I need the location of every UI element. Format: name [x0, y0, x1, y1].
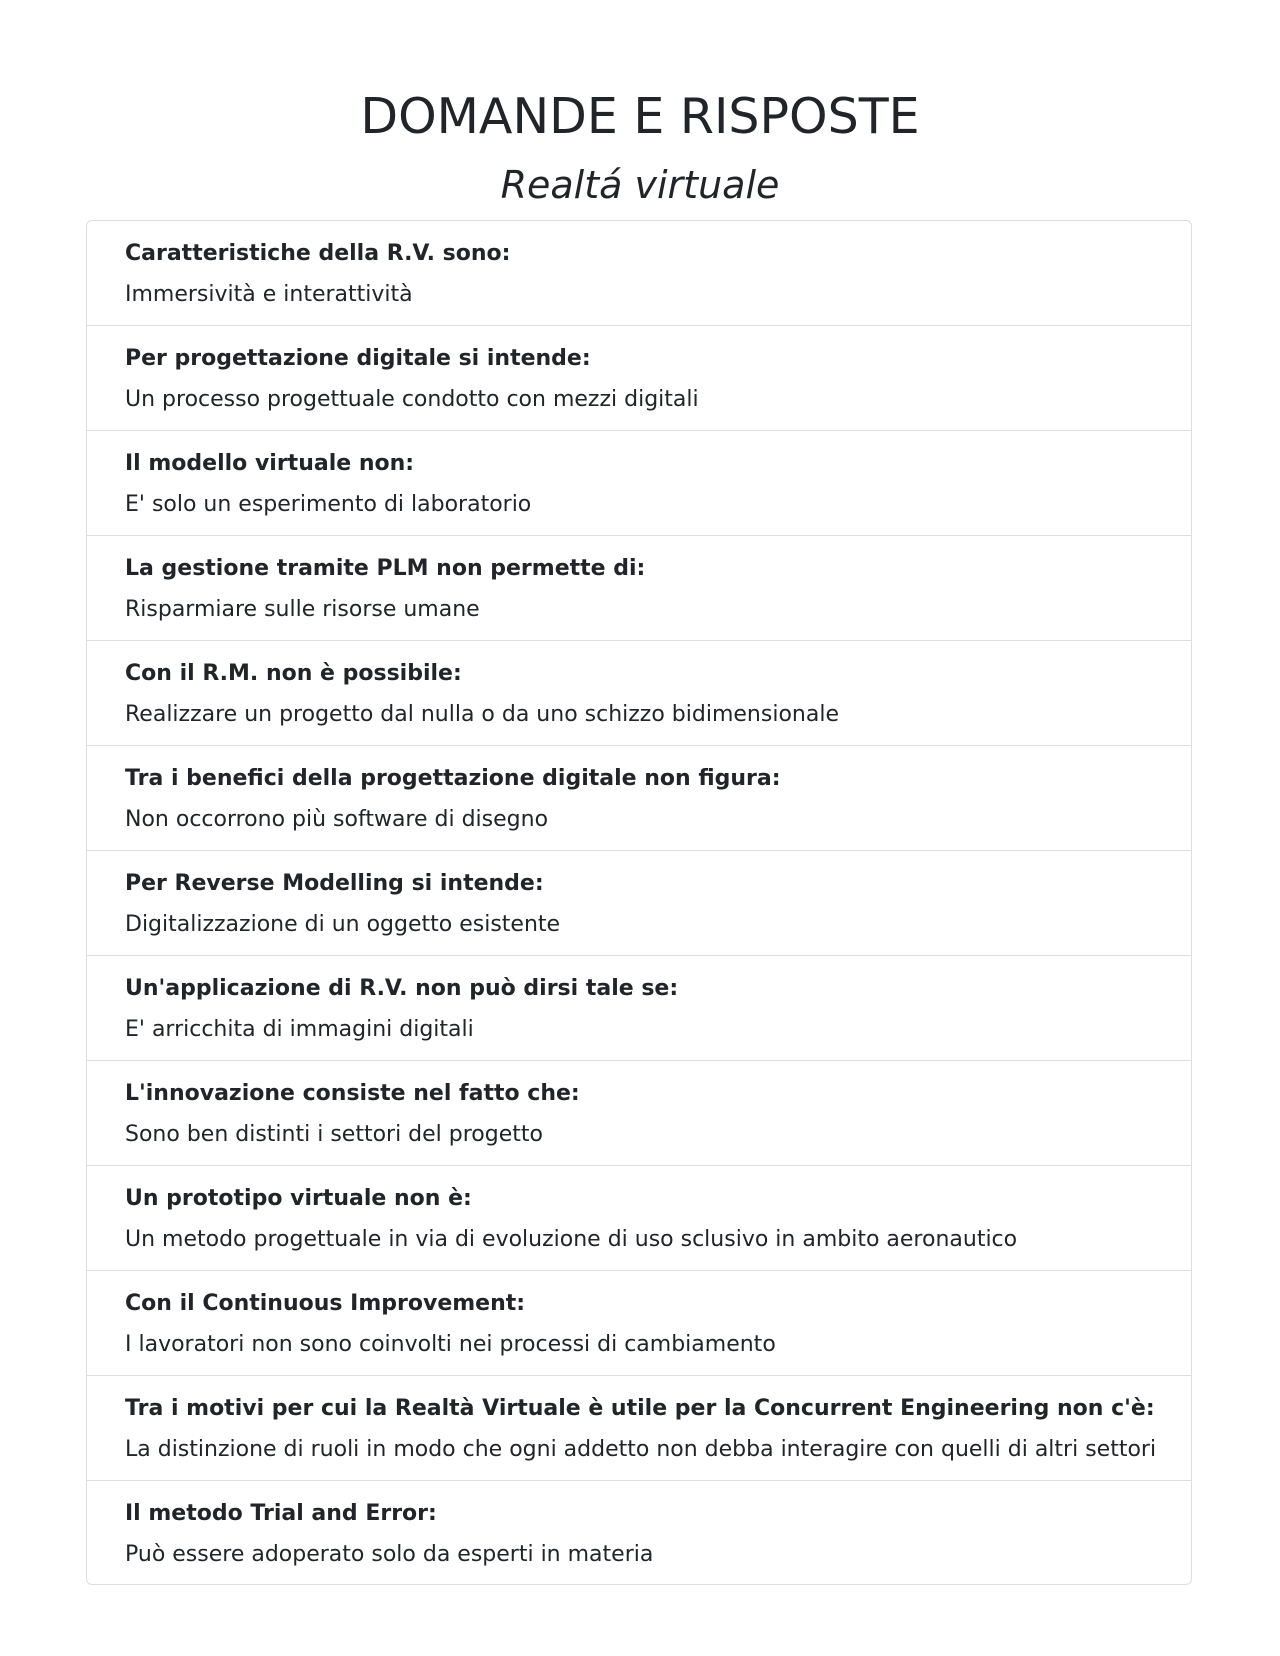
- question-text: L'innovazione consiste nel fatto che:: [125, 1081, 580, 1106]
- qa-item: [87, 536, 1191, 641]
- answer-text: Può essere adoperato solo da esperti in materia: [125, 1542, 654, 1567]
- answer-text: Un processo progettuale condotto con mezzi digitali: [125, 387, 699, 412]
- page-subtitle: Realtá virtuale: [500, 163, 780, 207]
- question-text: Il metodo Trial and Error:: [125, 1501, 437, 1526]
- answer-text: Un metodo progettuale in via di evoluzione di uso sclusivo in ambito aeronautico: [125, 1227, 1018, 1252]
- question-text: Per Reverse Modelling si intende:: [125, 871, 544, 896]
- qa-item: [87, 851, 1191, 956]
- answer-text: E' solo un esperimento di laboratorio: [125, 492, 532, 517]
- answer-text: Immersività e interattività: [125, 282, 413, 307]
- qa-item: [87, 746, 1191, 851]
- qa-item: [87, 1481, 1191, 1584]
- question-text: Tra i motivi per cui la Realtà Virtuale è utile per la Concurrent Engineering non c'è:: [125, 1396, 1155, 1421]
- qa-item: [87, 431, 1191, 536]
- answer-text: E' arricchita di immagini digitali: [125, 1017, 474, 1042]
- qa-item: [87, 1061, 1191, 1166]
- answer-text: Non occorrono più software di disegno: [125, 807, 549, 832]
- answer-text: I lavoratori non sono coinvolti nei processi di cambiamento: [125, 1332, 776, 1357]
- question-text: La gestione tramite PLM non permette di:: [125, 556, 646, 581]
- qa-item: [87, 1271, 1191, 1376]
- qa-item: [87, 326, 1191, 431]
- question-text: Tra i benefici della progettazione digitale non figura:: [125, 766, 781, 791]
- question-text: Un prototipo virtuale non è:: [125, 1186, 472, 1211]
- question-text: Con il R.M. non è possibile:: [125, 661, 462, 686]
- question-text: Per progettazione digitale si intende:: [125, 346, 591, 371]
- question-text: Caratteristiche della R.V. sono:: [125, 241, 511, 266]
- answer-text: Digitalizzazione di un oggetto esistente: [125, 912, 561, 937]
- page-title: DOMANDE E RISPOSTE: [360, 88, 920, 145]
- qa-item: [87, 1166, 1191, 1271]
- answer-text: Risparmiare sulle risorse umane: [125, 597, 480, 622]
- question-text: Un'applicazione di R.V. non può dirsi tale se:: [125, 976, 679, 1001]
- answer-text: Sono ben distinti i settori del progetto: [125, 1122, 543, 1147]
- qa-list: [86, 220, 1192, 1585]
- qa-item: [87, 956, 1191, 1061]
- question-text: Con il Continuous Improvement:: [125, 1291, 526, 1316]
- qa-item: [87, 1376, 1191, 1481]
- question-text: Il modello virtuale non:: [125, 451, 415, 476]
- answer-text: La distinzione di ruoli in modo che ogni addetto non debba interagire con quelli di altri settori: [125, 1437, 1157, 1462]
- qa-item: [87, 641, 1191, 746]
- qa-item: [87, 221, 1191, 326]
- answer-text: Realizzare un progetto dal nulla o da uno schizzo bidimensionale: [125, 702, 839, 727]
